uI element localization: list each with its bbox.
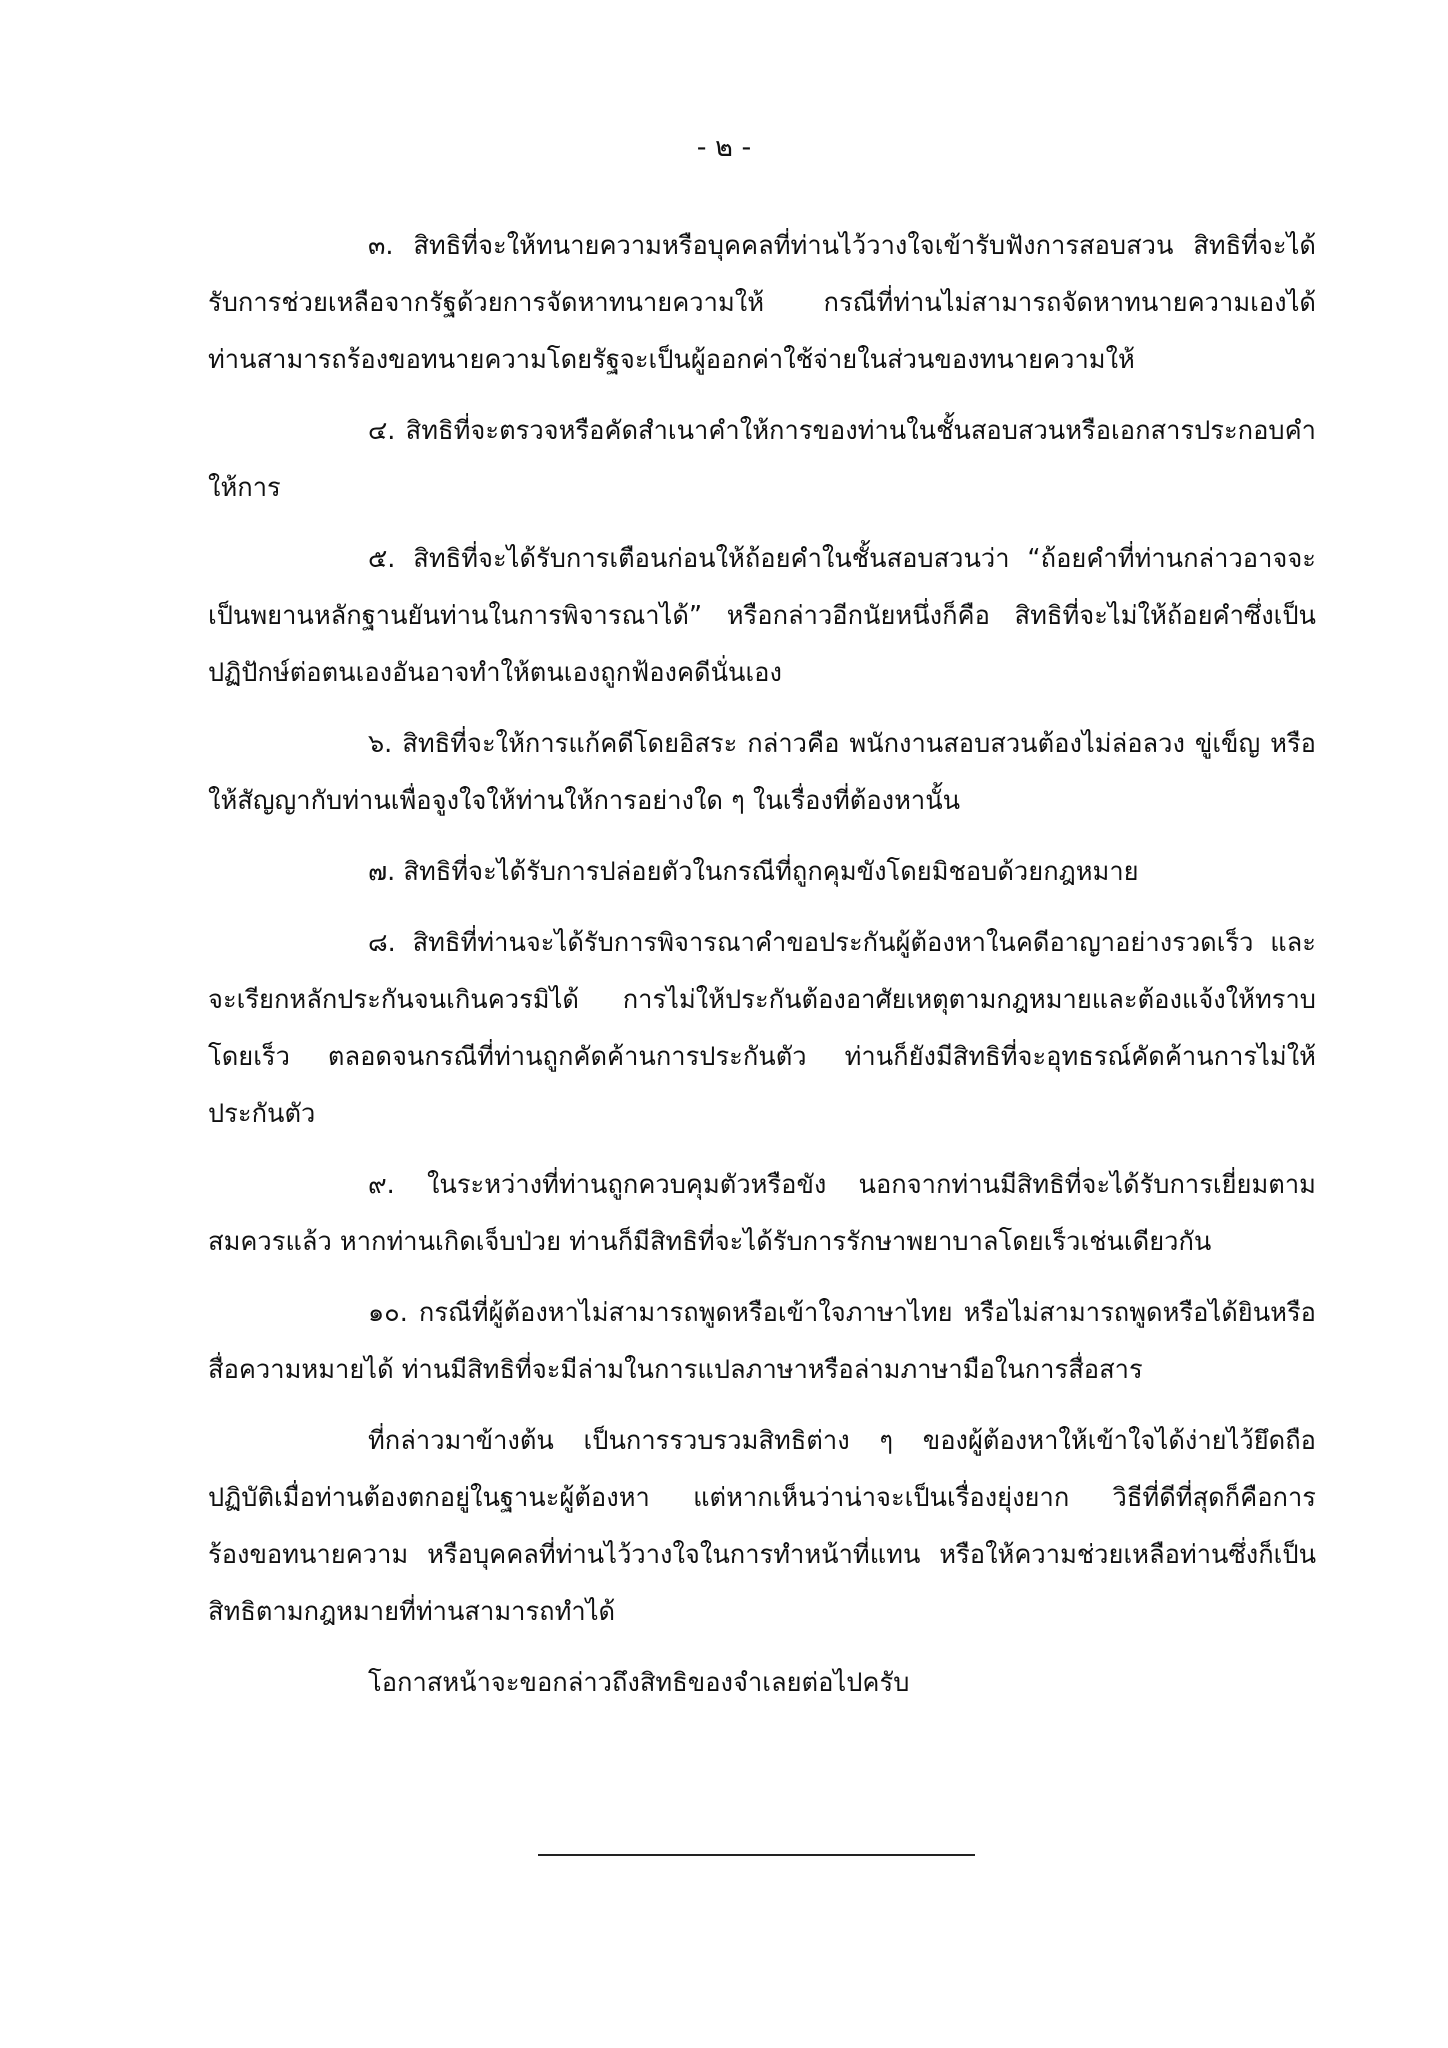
paragraph-right-6: ๖. สิทธิที่จะให้การแก้คดีโดยอิสระ กล่าวคือ พนักงานสอบสวนต้องไม่ล่อลวง ขู่เข็ญ หรือให้สัญญากับท่านเพื่อจูงใจให้ท่านให้การอย่างใด ๆ ในเรื่องที่ต้องหานั้น xyxy=(208,729,1316,816)
paragraph-right-10: ๑๐. กรณีที่ผู้ต้องหาไม่สามารถพูดหรือเข้าใจภาษาไทย หรือไม่สามารถพูดหรือได้ยินหรือสื่อความหมายได้ ท่านมีสิทธิที่จะมีล่ามในการแปลภาษาหรือล่ามภาษามือในการสื่อสาร xyxy=(208,1298,1316,1385)
document-body xyxy=(208,218,1316,1726)
paragraph-summary: ที่กล่าวมาข้างต้น เป็นการรวบรวมสิทธิต่าง ๆ ของผู้ต้องหาให้เข้าใจได้ง่ายไว้ยึดถือปฏิบัติเมื่อท่านต้องตกอยู่ในฐานะผู้ต้องหา แต่หากเห็นว่าน่าจะเป็นเรื่องยุ่งยาก วิธีที่ดีที่สุดก็คือการร้องขอทนายความ หรือบุคคลที่ท่านไว้วางใจในการทำหน้าที่แทน หรือให้ความช่วยเหลือท่านซึ่งก็เป็นสิทธิตามกฎหมายที่ท่านสามารถทำได้ xyxy=(208,1426,1316,1627)
page-number: - ๒ - xyxy=(696,132,752,163)
paragraph-right-5: ๕. สิทธิที่จะได้รับการเตือนก่อนให้ถ้อยคำในชั้นสอบสวนว่า “ถ้อยคำที่ท่านกล่าวอาจจะเป็นพยานหลักฐานยันท่านในการพิจารณาได้” หรือกล่าวอีกนัยหนึ่งก็คือ สิทธิที่จะไม่ให้ถ้อยคำซึ่งเป็นปฏิปักษ์ต่อตนเองอันอาจทำให้ตนเองถูกฟ้องคดีนั่นเอง xyxy=(208,544,1316,688)
paragraph-right-3: ๓. สิทธิที่จะให้ทนายความหรือบุคคลที่ท่านไว้วางใจเข้ารับฟังการสอบสวน สิทธิที่จะได้รับการช่วยเหลือจากรัฐด้วยการจัดหาทนายความให้ กรณีที่ท่านไม่สามารถจัดหาทนายความเองได้ ท่านสามารถร้องขอทนายความโดยรัฐจะเป็นผู้ออกค่าใช้จ่ายในส่วนของทนายความให้ xyxy=(208,231,1316,375)
end-divider xyxy=(538,1854,975,1856)
paragraph-right-7: ๗. สิทธิที่จะได้รับการปล่อยตัวในกรณีที่ถูกคุมขังโดยมิชอบด้วยกฎหมาย xyxy=(368,857,1139,887)
paragraph-right-4: ๔. สิทธิที่จะตรวจหรือคัดสำเนาคำให้การของท่านในชั้นสอบสวนหรือเอกสารประกอบคำให้การ xyxy=(208,416,1316,503)
closing-line: โอกาสหน้าจะขอกล่าวถึงสิทธิของจำเลยต่อไปครับ xyxy=(368,1668,910,1698)
paragraph-right-8: ๘. สิทธิที่ท่านจะได้รับการพิจารณาคำขอประกันผู้ต้องหาในคดีอาญาอย่างรวดเร็ว และจะเรียกหลักประกันจนเกินควรมิได้ การไม่ให้ประกันต้องอาศัยเหตุตามกฎหมายและต้องแจ้งให้ทราบโดยเร็ว ตลอดจนกรณีที่ท่านถูกคัดค้านการประกันตัว ท่านก็ยังมีสิทธิที่จะอุทธรณ์คัดค้านการไม่ให้ประกันตัว xyxy=(208,928,1316,1129)
paragraph-right-9: ๙. ในระหว่างที่ท่านถูกควบคุมตัวหรือขัง นอกจากท่านมีสิทธิที่จะได้รับการเยี่ยมตามสมควรแล้ว หากท่านเกิดเจ็บป่วย ท่านก็มีสิทธิที่จะได้รับการรักษาพยาบาลโดยเร็วเช่นเดียวกัน xyxy=(208,1170,1316,1257)
